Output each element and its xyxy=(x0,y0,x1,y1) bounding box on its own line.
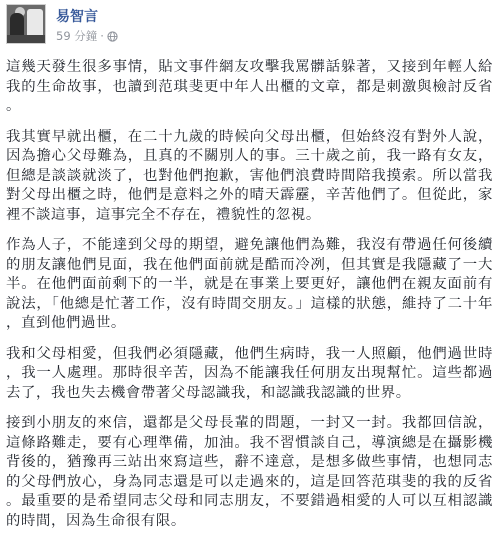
post-paragraph: 作為人子，不能達到父母的期望，避免讓他們為難，我沒有帶過任何後續的朋友讓他們見面，我在他們面前就是酷而冷冽，但其實是我隱藏了一大半。在他們面前剩下的一半，就是在事業上要更好，讓他們在親友面前有說法，「他總是忙著工作，沒有時間交朋友。」這樣的狀態，維持了二十年，直到他們過世。 xyxy=(6,237,493,331)
post-paragraph: 接到小朋友的來信，還都是父母長輩的問題，一封又一封。我都回信說，這條路難走，要有心理準備，加油。我不習慣談自己，導演總是在攝影機背後的，猶豫再三站出來寫這些，辭不達意，是想多做些事情，也想同志的父母們放心，身為同志還是可以走過來的，這是回答范琪斐的我的反省。最重要的是希望同志父母和同志朋友，不要錯過相愛的人可以互相認識的時間，因為生命很有限。 xyxy=(6,415,493,529)
post-paragraph: 我和父母相愛，但我們必須隱藏，他們生病時，我一人照顧，他們過世時，我一人處理。那時很辛苦，因為不能讓我任何朋友出現幫忙。這些都過去了，我也失去機會帶著父母認識我，和認識我認識的世界。 xyxy=(6,345,493,401)
meta-separator: · xyxy=(100,29,104,43)
post-paragraph: 這幾天發生很多事情，貼文事件網友攻擊我罵髒話躲著，又接到年輕人給我的生命故事，也讀到范琪斐更中年人出櫃的文章，都是刺激與檢討反省。 xyxy=(6,59,493,114)
post-paragraph: 我其實早就出櫃，在二十九歲的時候向父母出櫃，但始終沒有對外人說，因為擔心父母難為，且真的不關別人的事。三十歲之前，我一路有女友，但總是談談就淡了，也對他們抱歉，害他們浪費時間陪我摸索。所以當我對父母出櫃之時，他們是意料之外的晴天霹靂，辛苦他們了。但從此，家裡不談這事，這事完全不存在，禮貌性的忽視。 xyxy=(6,128,493,223)
globe-icon[interactable] xyxy=(107,31,118,42)
post-meta xyxy=(56,28,118,44)
avatar[interactable] xyxy=(6,4,46,44)
avatar-detail xyxy=(10,13,24,37)
post-header xyxy=(6,4,486,50)
post-timestamp[interactable]: 59 分鐘 xyxy=(56,29,98,43)
avatar-detail xyxy=(7,35,46,44)
post-body xyxy=(6,58,493,542)
author-name[interactable]: 易智言 xyxy=(56,9,98,25)
